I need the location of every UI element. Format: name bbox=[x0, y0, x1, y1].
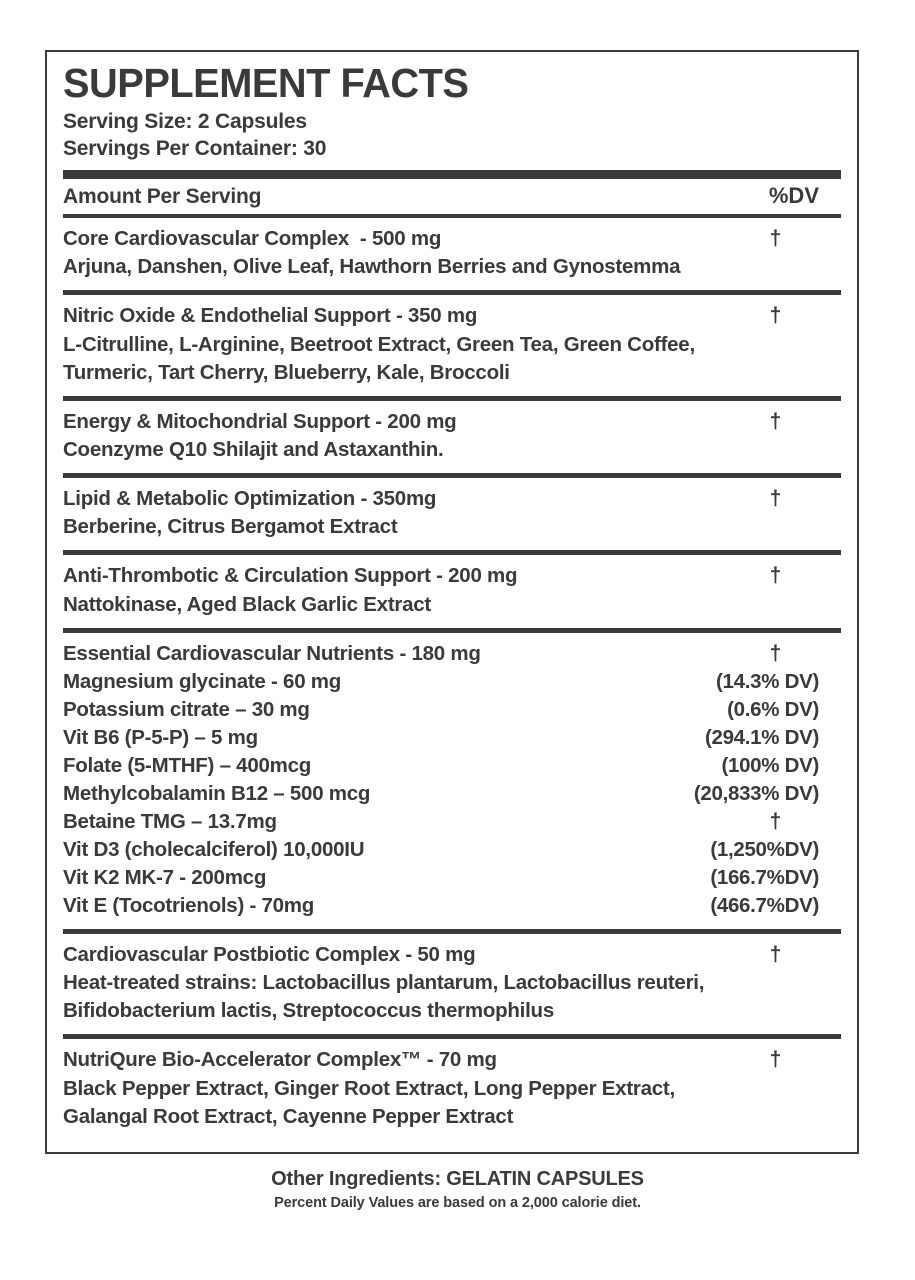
ingredient-line-row bbox=[63, 591, 841, 619]
label-footer bbox=[0, 1168, 915, 1211]
nutrient-row bbox=[63, 892, 841, 920]
section-dv-value: † bbox=[769, 486, 781, 510]
supplement-facts-panel bbox=[45, 50, 859, 1154]
amount-per-serving-label: Amount Per Serving bbox=[63, 184, 262, 208]
section-heading: Core Cardiovascular Complex - 500 mg bbox=[63, 226, 442, 250]
section-heading-row bbox=[63, 302, 841, 331]
nutrient-dv-value: (466.7%DV) bbox=[710, 894, 819, 917]
nutrient-dv-value: (100% DV) bbox=[721, 753, 819, 777]
serving-size: Serving Size: 2 Capsules bbox=[63, 110, 307, 134]
nutrient-row bbox=[63, 724, 841, 752]
ingredient-section bbox=[63, 478, 841, 550]
nutrient-name: Betaine TMG – 13.7mg bbox=[63, 809, 277, 833]
nutrient-name: Vit K2 MK-7 - 200mcg bbox=[63, 866, 267, 890]
ingredient-line: L-Citrulline, L-Arginine, Beetroot Extract, Green Tea, Green Coffee, bbox=[63, 332, 695, 356]
nutrient-row bbox=[63, 752, 841, 780]
section-heading-row bbox=[63, 941, 841, 970]
ingredient-section bbox=[63, 934, 841, 1034]
nutrient-name: Potassium citrate – 30 mg bbox=[63, 698, 310, 722]
nutrient-row bbox=[63, 780, 841, 808]
amount-per-serving-row bbox=[63, 179, 841, 214]
section-heading: Lipid & Metabolic Optimization - 350mg bbox=[63, 486, 437, 510]
nutrient-row bbox=[63, 864, 841, 892]
section-heading: Energy & Mitochondrial Support - 200 mg bbox=[63, 409, 457, 433]
nutrient-dv-value: (20,833% DV) bbox=[693, 781, 819, 805]
nutrient-name: Vit D3 (cholecalciferol) 10,000IU bbox=[63, 838, 365, 862]
ingredient-line: Bifidobacterium lactis, Streptococcus thermophilus bbox=[63, 999, 554, 1023]
nutrient-row bbox=[63, 696, 841, 724]
nutrient-dv-value: (294.1% DV) bbox=[704, 726, 819, 750]
nutrient-dv-value: (14.3% DV) bbox=[716, 670, 819, 694]
ingredient-line: Heat-treated strains: Lactobacillus plantarum, Lactobacillus reuteri, bbox=[63, 971, 705, 995]
section-dv-value: † bbox=[769, 942, 781, 966]
nutrient-dv-value: (0.6% DV) bbox=[727, 698, 819, 722]
nutrient-dv-value: (1,250%DV) bbox=[710, 838, 819, 862]
ingredient-section bbox=[63, 633, 841, 929]
nutrient-name: Magnesium glycinate - 60 mg bbox=[63, 670, 342, 694]
ingredient-sections bbox=[63, 218, 841, 1140]
ingredient-section bbox=[63, 1039, 841, 1139]
section-dv-value: † bbox=[769, 409, 781, 433]
ingredient-line: Berberine, Citrus Bergamot Extract bbox=[63, 515, 398, 539]
section-dv-value: † bbox=[769, 564, 781, 588]
page-title: SUPPLEMENT FACTS bbox=[63, 60, 469, 106]
section-heading-row bbox=[63, 408, 841, 437]
nutrient-name: Folate (5-MTHF) – 400mcg bbox=[63, 753, 312, 777]
section-heading-row bbox=[63, 640, 841, 669]
section-heading-row bbox=[63, 225, 841, 254]
section-heading: Cardiovascular Postbiotic Complex - 50 mg bbox=[63, 942, 476, 966]
ingredient-line-row bbox=[63, 331, 841, 359]
nutrient-row bbox=[63, 836, 841, 864]
section-dv-value: † bbox=[769, 304, 781, 328]
nutrient-row bbox=[63, 668, 841, 696]
section-dv-value: † bbox=[769, 1048, 781, 1072]
ingredient-line-row bbox=[63, 253, 841, 281]
section-heading-row bbox=[63, 1046, 841, 1075]
nutrient-name: Methylcobalamin B12 – 500 mcg bbox=[63, 781, 371, 805]
ingredient-section bbox=[63, 295, 841, 395]
ingredient-line-row bbox=[63, 969, 841, 997]
section-dv-value: † bbox=[769, 226, 781, 250]
dv-column-header: %DV bbox=[768, 182, 819, 208]
ingredient-line: Coenzyme Q10 Shilajit and Astaxanthin. bbox=[63, 438, 444, 462]
nutrient-name: Vit B6 (P-5-P) – 5 mg bbox=[63, 726, 258, 750]
section-heading: Nitric Oxide & Endothelial Support - 350 mg bbox=[63, 304, 478, 328]
daily-value-note: Percent Daily Values are based on a 2,000 calorie diet. bbox=[274, 1195, 641, 1211]
section-heading-row bbox=[63, 562, 841, 591]
ingredient-line: Turmeric, Tart Cherry, Blueberry, Kale, Broccoli bbox=[63, 360, 510, 384]
ingredient-line: Nattokinase, Aged Black Garlic Extract bbox=[63, 592, 431, 616]
nutrient-dv-value: (166.7%DV) bbox=[710, 866, 819, 890]
nutrient-name: Vit E (Tocotrienols) - 70mg bbox=[63, 894, 315, 917]
ingredient-section bbox=[63, 401, 841, 473]
section-dv-value: † bbox=[769, 641, 781, 665]
ingredient-section bbox=[63, 218, 841, 290]
section-heading-row bbox=[63, 485, 841, 514]
ingredient-line-row bbox=[63, 997, 841, 1025]
ingredient-line-row bbox=[63, 436, 841, 464]
ingredient-line: Arjuna, Danshen, Olive Leaf, Hawthorn Berries and Gynostemma bbox=[63, 255, 681, 279]
section-heading: Anti-Thrombotic & Circulation Support - 200 mg bbox=[63, 564, 518, 588]
ingredient-line-row bbox=[63, 1103, 841, 1131]
section-heading: NutriQure Bio-Accelerator Complex™ - 70 mg bbox=[63, 1048, 497, 1072]
ingredient-line: Galangal Root Extract, Cayenne Pepper Extract bbox=[63, 1104, 514, 1128]
servings-per-container: Servings Per Container: 30 bbox=[63, 136, 327, 160]
ingredient-section bbox=[63, 555, 841, 627]
ingredient-line-row bbox=[63, 359, 841, 387]
ingredient-line-row bbox=[63, 1075, 841, 1103]
ingredient-line: Black Pepper Extract, Ginger Root Extract, Long Pepper Extract, bbox=[63, 1076, 675, 1100]
divider-thick-top bbox=[63, 170, 841, 179]
nutrient-dv-value: † bbox=[769, 809, 781, 833]
section-heading: Essential Cardiovascular Nutrients - 180 mg bbox=[63, 641, 481, 665]
ingredient-line-row bbox=[63, 513, 841, 541]
nutrient-row bbox=[63, 808, 841, 837]
other-ingredients: Other Ingredients: GELATIN CAPSULES bbox=[271, 1168, 644, 1190]
